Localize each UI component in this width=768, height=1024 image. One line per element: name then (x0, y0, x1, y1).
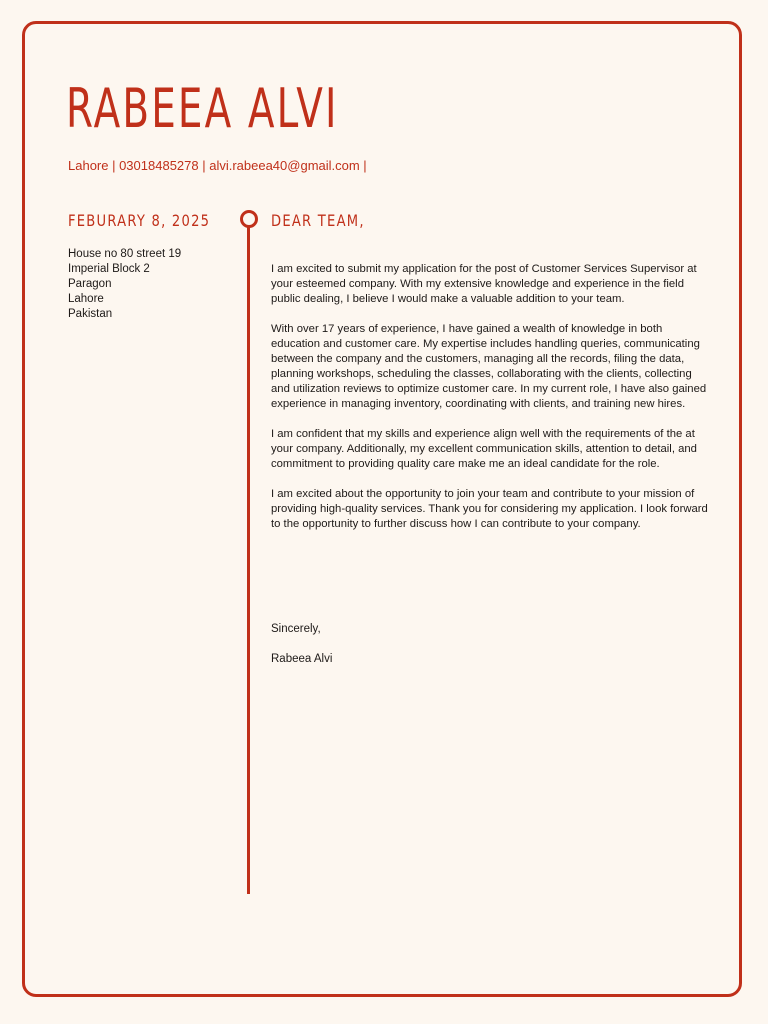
address-line: Imperial Block 2 (68, 263, 150, 275)
body-paragraph: With over 17 years of experience, I have gained a wealth of knowledge in both education and customer care. My expertise includes handling queries, communicating between the company and the customers, managing all the records, filing the data, planning workshops, scheduling the classes, collaborating with the clients, collecting and utilization reviews to optimize customer care. In my current role, I have also gained experience in managing inventory, coordinating with clients, and training new hires. (271, 323, 707, 410)
applicant-name: RABEEA ALVI (66, 77, 339, 140)
salutation: DEAR TEAM, (271, 211, 365, 230)
letter-body (271, 262, 711, 547)
sender-address (68, 247, 181, 322)
letter-date: FEBURARY 8, 2025 (68, 211, 211, 230)
timeline-divider (247, 226, 250, 894)
address-line: Lahore (68, 293, 104, 305)
timeline-dot-icon (240, 210, 258, 228)
body-paragraph: I am excited about the opportunity to join your team and contribute to your mission of providing high-quality services. Thank you for considering my application. I look forward to the opportunity to further discuss how I can contribute to your company. (271, 488, 708, 530)
address-line: Pakistan (68, 308, 113, 320)
contact-line: Lahore | 03018485278 | alvi.rabeea40@gmail.com | (68, 158, 367, 173)
address-line: Paragon (68, 278, 112, 290)
body-paragraph: I am confident that my skills and experience align well with the requirements of the at your company. Additionally, my excellent communication skills, attention to detail, and commitment to providing quality care make me an ideal candidate for the role. (271, 428, 697, 470)
address-line: House no 80 street 19 (68, 248, 182, 260)
closing: Sincerely, (271, 623, 321, 635)
signature: Rabeea Alvi (271, 653, 333, 665)
body-paragraph: I am excited to submit my application for the post of Customer Services Supervisor at your esteemed company. With my extensive knowledge and experience in the field public dealing, I believe I would make a valuable addition to your team. (271, 263, 697, 305)
